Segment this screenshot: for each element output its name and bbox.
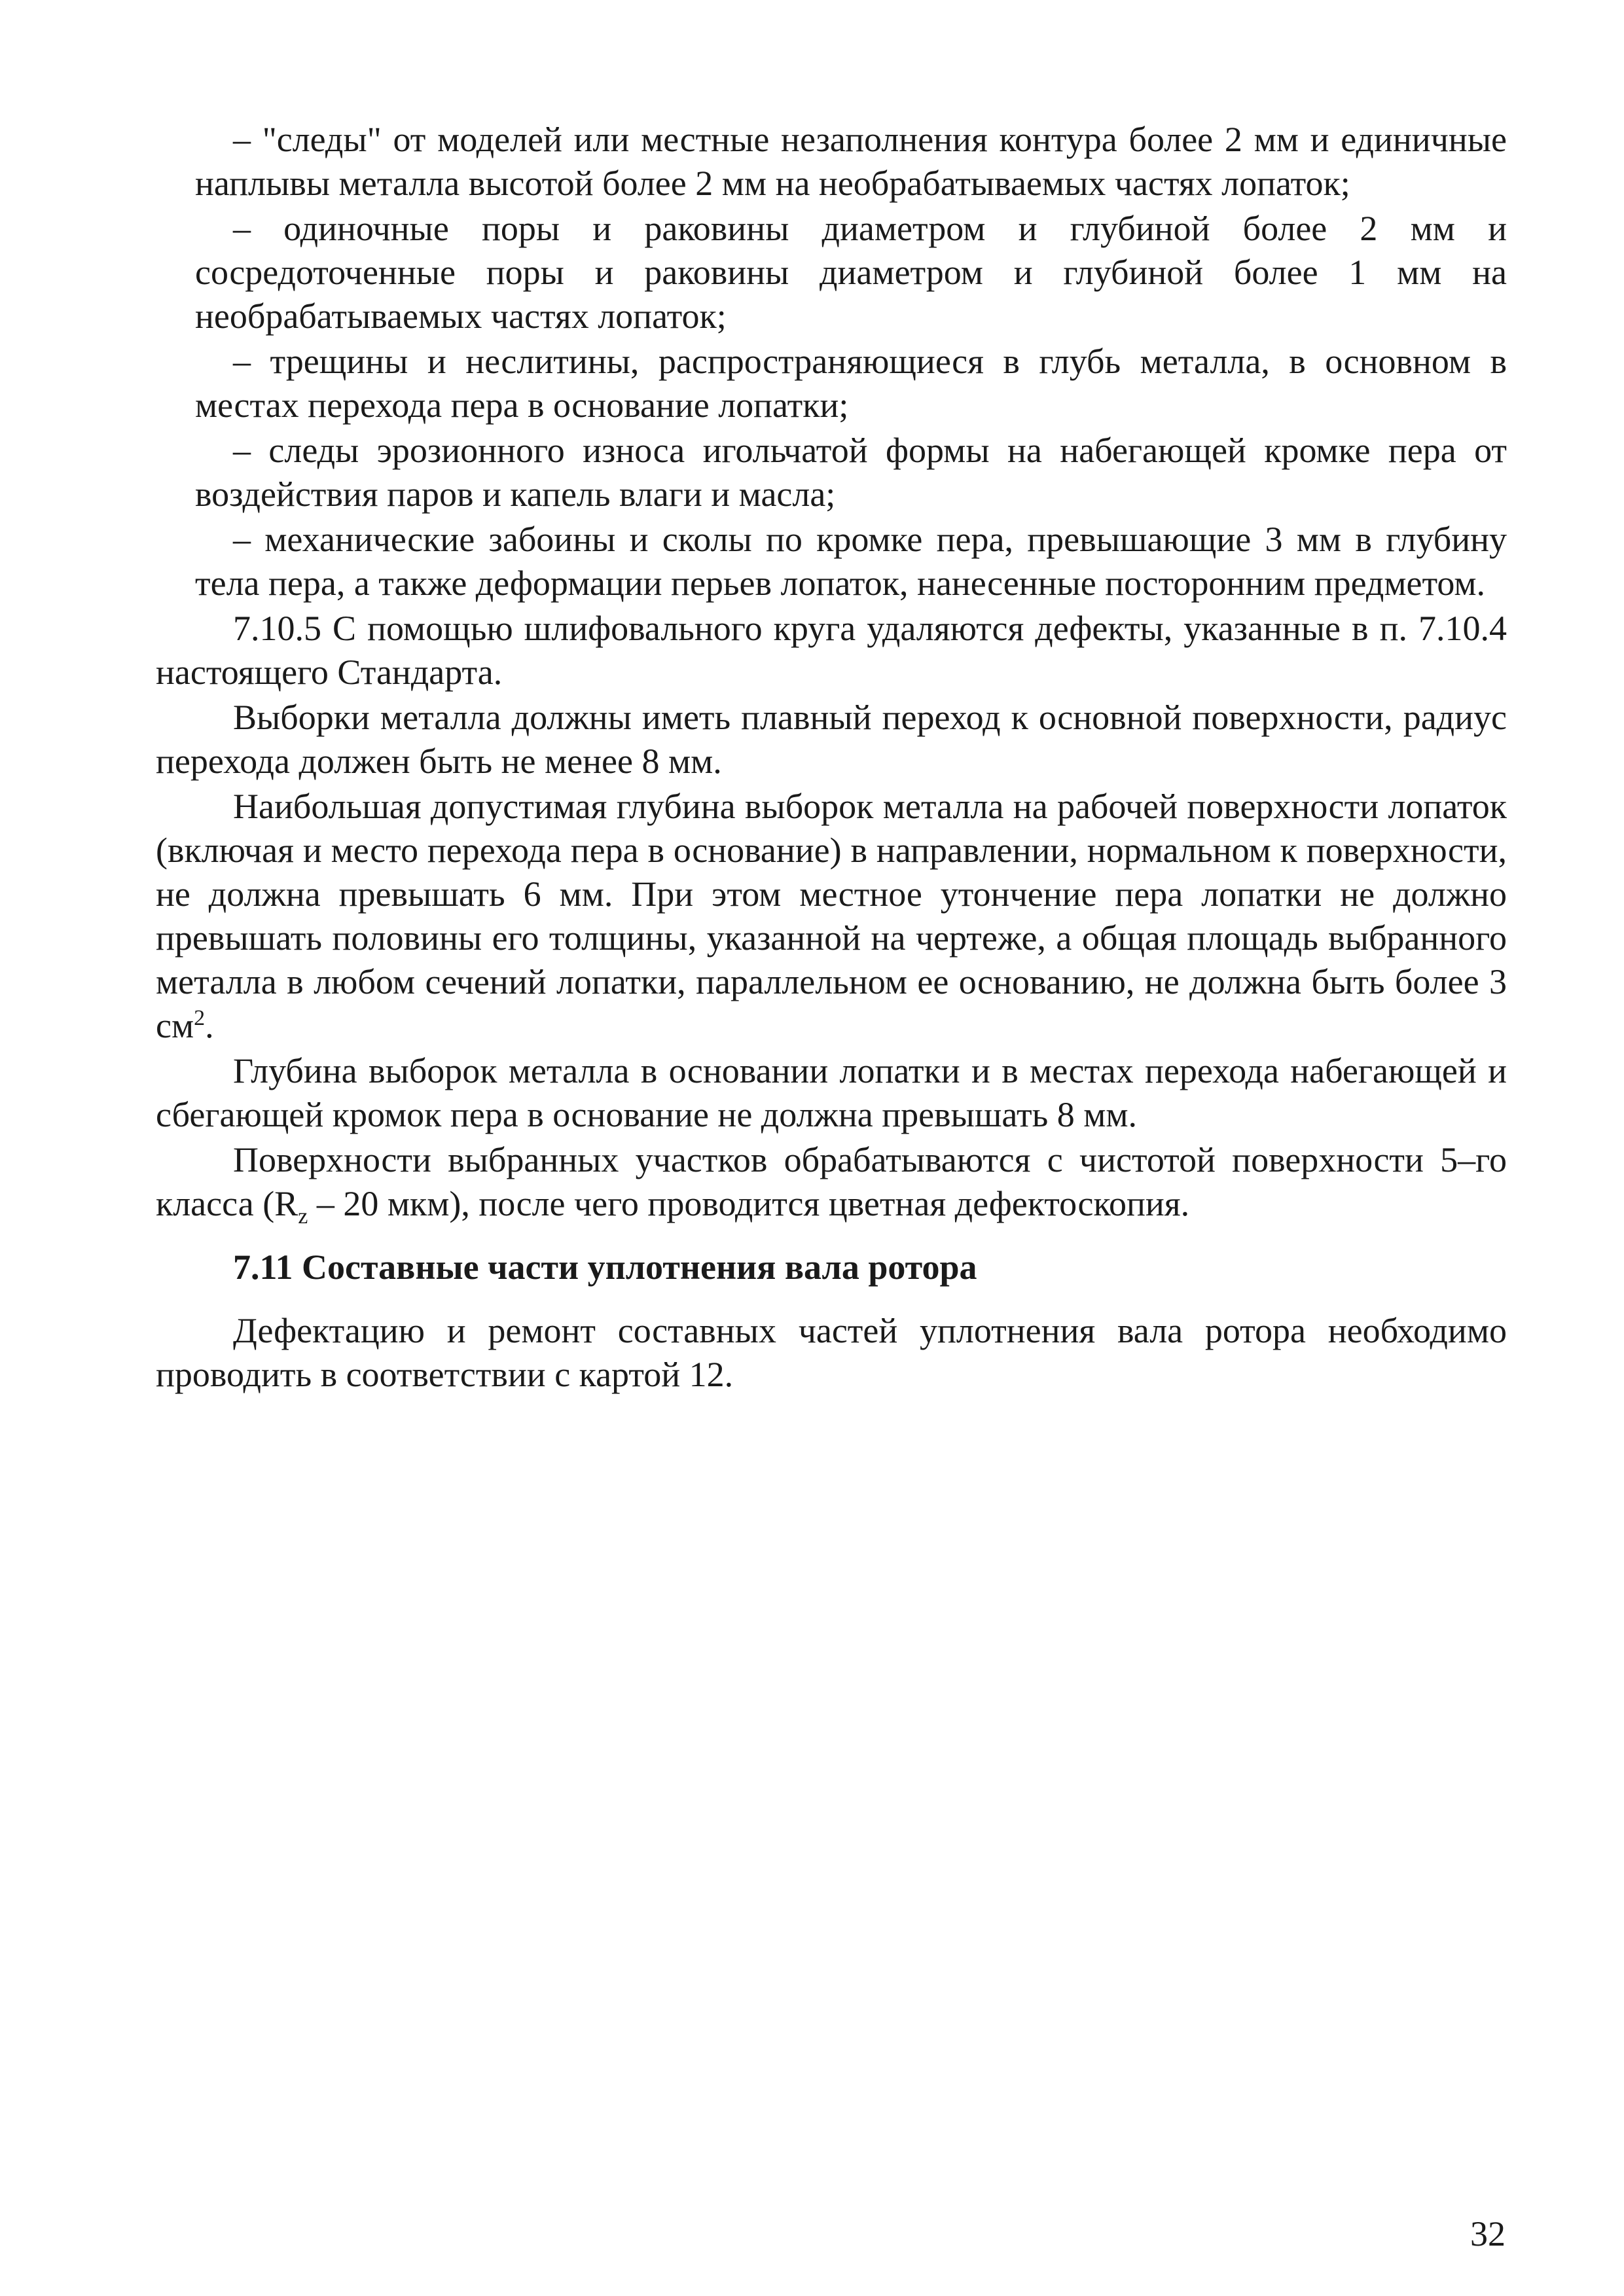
paragraph-sample-transition: Выборки металла должны иметь плавный переход к основной поверхности, радиус перехода должен быть не менее 8 мм.	[156, 698, 1507, 781]
list-item: – следы эрозионного износа игольчатой формы на набегающей кромке пера от воздействия паров и капель влаги и масла;	[195, 431, 1507, 514]
list-item: – трещины и неслитины, распространяющиеся в глубь металла, в основном в местах перехода пера в основание лопатки;	[195, 342, 1507, 425]
paragraph-text: Наибольшая допустимая глубина выборок металла на рабочей поверхности лопаток (включая и место перехода пера в основание) в направлении, нормальном к поверхности, не должна превышать 6 мм. При этом местное утончение пера лопатки не должно превышать половины его толщины, указанной на чертеже, а общая площадь выбранного металла в любом сечений лопатки, параллельном ее основанию, не должна быть более 3 см	[156, 787, 1507, 1045]
list-item: – "следы" от моделей или местные незаполнения контура более 2 мм и единичные наплывы металла высотой более 2 мм на необрабатываемых частях лопаток;	[195, 120, 1507, 203]
section-heading: 7.11 Составные части уплотнения вала ротора	[233, 1247, 977, 1287]
list-item: – механические забоины и сколы по кромке пера, превышающие 3 мм в глубину тела пера, а также деформации перьев лопаток, нанесенные посторонним предметом.	[195, 520, 1507, 603]
paragraph-7-10-5: 7.10.5 С помощью шлифовального круга удаляются дефекты, указанные в п. 7.10.4 настоящего Стандарта.	[156, 609, 1507, 692]
paragraph-base-depth: Глубина выборок металла в основании лопатки и в местах перехода набегающей и сбегающей кромок пера в основание не должна превышать 8 мм.	[156, 1051, 1507, 1134]
defect-list	[195, 118, 1507, 605]
page-number: 32	[1470, 2214, 1506, 2253]
paragraph-text: Поверхности выбранных участков обрабатываются с чистотой поверхности 5–го класса (R	[156, 1140, 1507, 1223]
list-item: – одиночные поры и раковины диаметром и глубиной более 2 мм и сосредоточенные поры и раковины диаметром и глубиной более 1 мм на необрабатываемых частях лопаток;	[195, 209, 1507, 336]
paragraph-defect-repair: Дефектацию и ремонт составных частей уплотнения вала ротора необходимо проводить в соответствии с картой 12.	[156, 1311, 1507, 1394]
superscript: 2	[194, 1006, 206, 1030]
paragraph-text-end: .	[205, 1006, 214, 1045]
paragraph-max-depth	[156, 785, 1507, 1048]
subscript: z	[298, 1204, 308, 1229]
paragraph-text-end: – 20 мкм), после чего проводится цветная дефектоскопия.	[308, 1184, 1190, 1223]
paragraph-surface-finish	[156, 1138, 1507, 1229]
page-body	[156, 118, 1507, 1398]
